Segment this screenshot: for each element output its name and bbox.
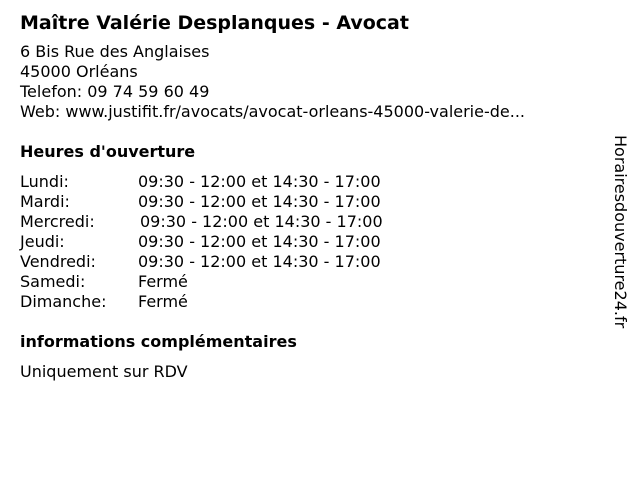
page-title: Maître Valérie Desplanques - Avocat (20, 12, 409, 34)
hours-row-tuesday (20, 192, 600, 212)
day-label: Jeudi: (20, 232, 65, 251)
city-address: 45000 Orléans (20, 62, 138, 81)
day-label: Lundi: (20, 172, 69, 191)
time-value: 09:30 - 12:00 et 14:30 - 17:00 (138, 232, 381, 251)
hours-table (20, 172, 600, 312)
day-label: Vendredi: (20, 252, 96, 271)
hours-row-thursday (20, 232, 600, 252)
time-value: Fermé (138, 292, 188, 311)
day-label: Mardi: (20, 192, 70, 211)
hours-row-monday (20, 172, 600, 192)
phone-number: Telefon: 09 74 59 60 49 (20, 82, 210, 101)
info-text: Uniquement sur RDV (20, 362, 188, 381)
day-label: Mercredi: (20, 212, 95, 231)
website-link[interactable]: Web: www.justifit.fr/avocats/avocat-orleans-45000-valerie-de... (20, 102, 525, 121)
business-card (20, 10, 600, 382)
hours-heading: Heures d'ouverture (20, 142, 196, 161)
time-value: 09:30 - 12:00 et 14:30 - 17:00 (138, 192, 381, 211)
time-value: Fermé (138, 272, 188, 291)
hours-row-wednesday (20, 212, 600, 232)
time-value: 09:30 - 12:00 et 14:30 - 17:00 (138, 252, 381, 271)
time-value: 09:30 - 12:00 et 14:30 - 17:00 (140, 212, 383, 231)
day-label: Samedi: (20, 272, 86, 291)
time-value: 09:30 - 12:00 et 14:30 - 17:00 (138, 172, 381, 191)
street-address: 6 Bis Rue des Anglaises (20, 42, 210, 61)
hours-row-friday (20, 252, 600, 272)
hours-row-saturday (20, 272, 600, 292)
site-watermark: Horairesdouverture24.fr (611, 135, 630, 329)
info-heading: informations complémentaires (20, 332, 297, 351)
hours-row-sunday (20, 292, 600, 312)
day-label: Dimanche: (20, 292, 107, 311)
